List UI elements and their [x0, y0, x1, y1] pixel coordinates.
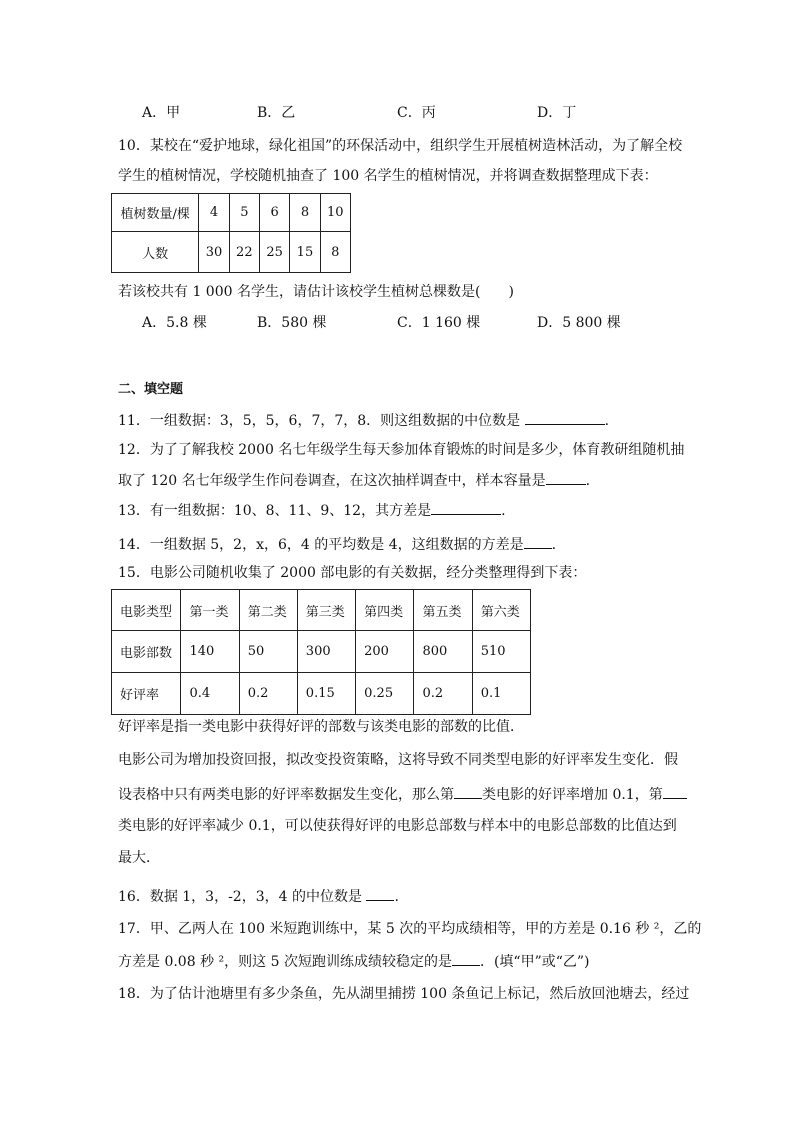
q11: [118, 410, 609, 430]
q10-table-cell: 10: [320, 194, 350, 232]
q9-option-d: D．丁: [537, 105, 577, 121]
q15-table-header: 电影类型: [112, 590, 181, 631]
q10-table-cell: 15: [290, 232, 320, 273]
section-title: 二、填空题: [118, 382, 184, 397]
q9-option-a: A．甲: [142, 105, 181, 121]
q15-table-cell: 第一类: [181, 590, 239, 631]
q11-text: 11．一组数据：3，5，5，6，7，7，8．则这组数据的中位数是: [118, 413, 521, 429]
q10-table-cell: 8: [290, 194, 320, 232]
q15-table-cell: 第五类: [414, 590, 472, 631]
q10-question: 若该校共有 1 000 名学生，请估计该校学生植树总棵数是( ): [118, 284, 514, 300]
q15-table-cell: 第三类: [297, 590, 355, 631]
q10-table-header: 植树数量/棵: [112, 194, 199, 232]
q12-end: .: [585, 473, 591, 489]
q15-table-cell: 第二类: [239, 590, 297, 631]
q15-table-cell: 300: [297, 631, 355, 673]
q15-paragraph-line3: 类电影的好评率减少 0.1，可以使获得好评的电影总部数与样本中的电影总部数的比值达到: [118, 818, 677, 834]
q16-text: 16．数据 1，3，-2，3，4 的中位数是: [118, 889, 362, 905]
q15-table-cell: 50: [239, 631, 297, 673]
q12-answer-blank[interactable]: [546, 470, 586, 485]
q10-line1: 10．某校在“爱护地球，绿化祖国”的环保活动中，组织学生开展植树造林活动，为了解全校: [118, 138, 683, 154]
q15-table-cell: 第四类: [356, 590, 414, 631]
q15-table-header: 好评率: [112, 673, 181, 715]
q14-answer-blank[interactable]: [524, 534, 552, 549]
q10-table-cell: 22: [229, 232, 259, 273]
q15-table-cell: 0.25: [356, 673, 414, 715]
q15-paragraph-line1: 电影公司为增加投资回报，拟改变投资策略，这将导致不同类型电影的好评率发生变化．假: [118, 752, 678, 768]
q15-table: [111, 589, 531, 715]
q15-table-cell: 0.1: [472, 673, 530, 715]
q18-line1: 18．为了估计池塘里有多少条鱼，先从湖里捕捞 100 条鱼记上标记，然后放回池塘去，经过: [118, 986, 690, 1002]
q10-table: [111, 193, 351, 273]
q15-table-cell: 0.2: [239, 673, 297, 715]
q10-option-a: A．5.8 棵: [142, 315, 207, 331]
q15-answer-blank-2[interactable]: [663, 784, 687, 799]
q15-paragraph-line4: 最大．: [118, 850, 160, 866]
q17-answer-blank[interactable]: [452, 951, 480, 966]
q15-table-cell: 800: [414, 631, 472, 673]
q9-option-b: B．乙: [257, 105, 296, 121]
q15-table-cell: 0.4: [181, 673, 239, 715]
q17-end: ．(填“甲”或“乙”): [479, 954, 590, 970]
q17-line1: 17．甲、乙两人在 100 米短跑训练中，某 5 次的平均成绩相等，甲的方差是 0.16 秒 ²，乙的: [118, 921, 702, 937]
q15-paragraph-line2: [118, 784, 687, 804]
q15-p2b: 类电影的好评率增加 0.1，第: [482, 787, 663, 803]
q10-line2: 学生的植树情况，学校随机抽查了 100 名学生的植树情况，并将调查数据整理成下表：: [118, 168, 658, 184]
q12-line1: 12．为了了解我校 2000 名七年级学生每天参加体育锻炼的时间是多少，体育教研组随机抽: [118, 442, 685, 458]
q16: [118, 886, 399, 906]
q15-table-cell: 510: [472, 631, 530, 673]
q10-option-c: C．1 160 棵: [397, 315, 481, 331]
q16-end: .: [394, 889, 399, 905]
q15-intro: 15．电影公司随机收集了 2000 部电影的有关数据，经分类整理得到下表：: [118, 565, 587, 581]
q15-answer-blank-1[interactable]: [454, 784, 482, 799]
q11-end: .: [604, 413, 610, 429]
q15-table-cell: 第六类: [472, 590, 530, 631]
q10-table-header: 人数: [112, 232, 199, 273]
q10-option-b: B．580 棵: [257, 315, 327, 331]
q13-end: .: [501, 503, 506, 519]
q15-note: 好评率是指一类电影中获得好评的部数与该类电影的部数的比值．: [118, 719, 524, 735]
q14-text: 14．一组数据 5，2，x，6，4 的平均数是 4，这组数据的方差是: [118, 537, 524, 553]
q10-table-cell: 8: [320, 232, 350, 273]
q15-table-cell: 140: [181, 631, 239, 673]
q17-line2: [118, 951, 590, 971]
q12-line2: [118, 470, 590, 490]
q10-table-cell: 6: [259, 194, 289, 232]
q15-table-cell: 0.2: [414, 673, 472, 715]
q14-end: .: [551, 537, 557, 553]
q10-table-cell: 25: [259, 232, 289, 273]
q15-p2a: 设表格中只有两类电影的好评率数据发生变化，那么第: [118, 787, 454, 803]
q15-table-cell: 0.15: [297, 673, 355, 715]
q17-text: 方差是 0.08 秒 ²，则这 5 次短跑训练成绩较稳定的是: [118, 954, 452, 970]
q16-answer-blank[interactable]: [366, 886, 394, 901]
q9-option-c: C．丙: [397, 105, 436, 121]
q14: [118, 534, 556, 554]
q11-answer-blank[interactable]: [525, 410, 605, 425]
q10-table-cell: 5: [229, 194, 259, 232]
q10-table-cell: 30: [199, 232, 229, 273]
q13: [118, 500, 506, 520]
q13-text: 13．有一组数据：10、8、11、9、12，其方差是: [118, 503, 432, 519]
q15-table-cell: 200: [356, 631, 414, 673]
q13-answer-blank[interactable]: [431, 500, 501, 515]
q12-text: 取了 120 名七年级学生作问卷调查，在这次抽样调查中，样本容量是: [118, 473, 546, 489]
q10-option-d: D．5 800 棵: [537, 315, 621, 331]
q10-table-cell: 4: [199, 194, 229, 232]
q15-table-header: 电影部数: [112, 631, 181, 673]
